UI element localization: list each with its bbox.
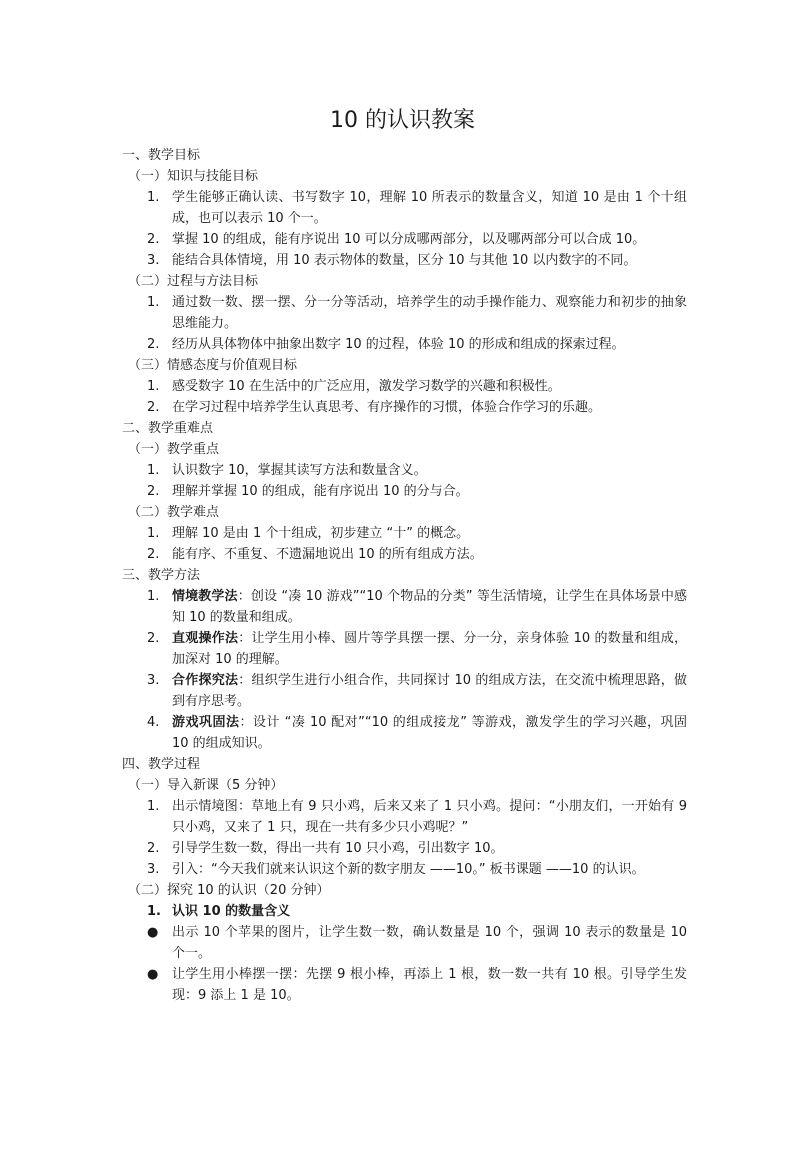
method-text: ：让学生用小棒、圆片等学具摆一摆、分一分，亲身体验 10 的数量和组成，加深对 10 的理解。 <box>172 631 687 667</box>
attitude-goals-list <box>122 376 687 418</box>
item-number: 2. <box>147 232 160 247</box>
item-number: 2. <box>147 547 160 562</box>
subsection-heading-focus: （一）教学重点 <box>128 442 220 457</box>
list-item <box>122 859 687 880</box>
subsection-heading-process: （二）过程与方法目标 <box>128 274 259 289</box>
item-text: 出示情境图：草地上有 9 只小鸡，后来又来了 1 只小鸡。提问：“小朋友们，一开始有 9 只小鸡，又来了 1 只，现在一共有多少只小鸡呢？” <box>172 799 687 835</box>
focus-list <box>122 460 687 502</box>
section-heading-process: 四、教学过程 <box>122 757 201 772</box>
methods-list <box>122 586 687 754</box>
item-text: 掌握 10 的组成，能有序说出 10 可以分成哪两部分，以及哪两部分可以合成 10。 <box>172 232 646 247</box>
item-number: 2. <box>147 484 160 499</box>
item-number: 1. <box>147 799 160 814</box>
bullet-icon: ● <box>147 925 159 940</box>
list-item <box>122 460 687 481</box>
subsection-heading-difficulty: （二）教学难点 <box>128 505 220 520</box>
item-number: 3. <box>147 673 160 688</box>
item-text: 理解 10 是由 1 个十组成，初步建立 “十” 的概念。 <box>172 526 470 541</box>
item-text: 理解并掌握 10 的组成，能有序说出 10 的分与合。 <box>172 484 469 499</box>
list-item <box>122 670 687 712</box>
method-text: ：创设 “凑 10 游戏”“10 个物品的分类” 等生活情境，让学生在具体场景中感知 10 的数量和组成。 <box>172 589 687 625</box>
section-heading-objectives: 一、教学目标 <box>122 148 201 163</box>
item-text: 感受数字 10 在生活中的广泛应用，激发学习数学的兴趣和积极性。 <box>172 379 561 394</box>
item-text: 认识数字 10，掌握其读写方法和数量含义。 <box>172 463 427 478</box>
subsection-heading-knowledge: （一）知识与技能目标 <box>128 169 259 184</box>
list-item <box>122 376 687 397</box>
list-item <box>122 481 687 502</box>
explore-subheading <box>122 901 687 922</box>
item-number: 2. <box>147 400 160 415</box>
item-text: 通过数一数、摆一摆、分一分等活动，培养学生的动手操作能力、观察能力和初步的抽象思维能力。 <box>172 295 687 331</box>
difficulty-list <box>122 523 687 565</box>
item-number: 1. <box>147 904 161 919</box>
list-item <box>122 964 687 1006</box>
item-number: 2. <box>147 631 160 646</box>
item-number: 1. <box>147 526 160 541</box>
method-label: 合作探究法 <box>172 673 239 688</box>
item-number: 1. <box>147 295 160 310</box>
item-number: 1. <box>147 190 160 205</box>
list-item <box>122 187 687 229</box>
list-item <box>122 922 687 964</box>
method-text: ：设计 “凑 10 配对”“10 的组成接龙” 等游戏，激发学生的学习兴趣，巩固 10 的组成知识。 <box>172 715 687 751</box>
list-item <box>122 544 687 565</box>
list-item <box>122 397 687 418</box>
process-goals-list <box>122 292 687 355</box>
subsection-heading-attitude: （三）情感态度与价值观目标 <box>128 358 298 373</box>
method-label: 情境教学法 <box>172 589 238 604</box>
method-label: 游戏巩固法 <box>172 715 240 730</box>
item-text: 经历从具体物体中抽象出数字 10 的过程，体验 10 的形成和组成的探索过程。 <box>172 337 625 352</box>
document-body <box>122 145 687 1006</box>
item-text: 认识 10 的数量含义 <box>172 904 291 919</box>
item-number: 1. <box>147 589 160 604</box>
list-item <box>122 334 687 355</box>
knowledge-goals-list <box>122 187 687 271</box>
item-number: 4. <box>147 715 160 730</box>
subsection-heading-explore: （二）探究 10 的认识（20 分钟） <box>128 883 330 898</box>
list-item <box>122 523 687 544</box>
list-item <box>122 229 687 250</box>
list-item <box>122 628 687 670</box>
section-heading-methods: 三、教学方法 <box>122 568 201 583</box>
list-item <box>122 838 687 859</box>
item-text: 引入：“今天我们就来认识这个新的数字朋友 ——10。” 板书课题 ——10 的认识。 <box>172 862 645 877</box>
item-number: 2. <box>147 841 160 856</box>
list-item <box>122 586 687 628</box>
item-text: 能结合具体情境，用 10 表示物体的数量，区分 10 与其他 10 以内数字的不同。 <box>172 253 637 268</box>
method-label: 直观操作法 <box>172 631 239 646</box>
item-text: 能有序、不重复、不遗漏地说出 10 的所有组成方法。 <box>172 547 483 562</box>
explore-bullets-list <box>122 922 687 1006</box>
item-text: 出示 10 个苹果的图片，让学生数一数，确认数量是 10 个，强调 10 表示的数量是 10 个一。 <box>172 925 687 961</box>
subsection-heading-intro: （一）导入新课（5 分钟） <box>128 778 284 793</box>
document-title: 10 的认识教案 <box>330 108 475 133</box>
method-text: ：组织学生进行小组合作，共同探讨 10 的组成方法，在交流中梳理思路，做到有序思考。 <box>172 673 687 709</box>
item-number: 2. <box>147 337 160 352</box>
list-item <box>122 250 687 271</box>
item-number: 3. <box>147 862 160 877</box>
item-number: 1. <box>147 463 160 478</box>
intro-steps-list <box>122 796 687 880</box>
list-item <box>122 796 687 838</box>
item-text: 让学生用小棒摆一摆：先摆 9 根小棒，再添上 1 根，数一数一共有 10 根。引导学生发现：9 添上 1 是 10。 <box>172 967 687 1003</box>
item-text: 在学习过程中培养学生认真思考、有序操作的习惯，体验合作学习的乐趣。 <box>172 400 602 415</box>
item-text: 引导学生数一数，得出一共有 10 只小鸡，引出数字 10。 <box>172 841 504 856</box>
item-text: 学生能够正确认读、书写数字 10，理解 10 所表示的数量含义，知道 10 是由 1 个十组成，也可以表示 10 个一。 <box>172 190 687 226</box>
list-item <box>122 292 687 334</box>
bullet-icon: ● <box>147 967 159 982</box>
item-number: 1. <box>147 379 160 394</box>
item-number: 3. <box>147 253 160 268</box>
section-heading-key-points: 二、教学重难点 <box>122 421 214 436</box>
list-item <box>122 712 687 754</box>
